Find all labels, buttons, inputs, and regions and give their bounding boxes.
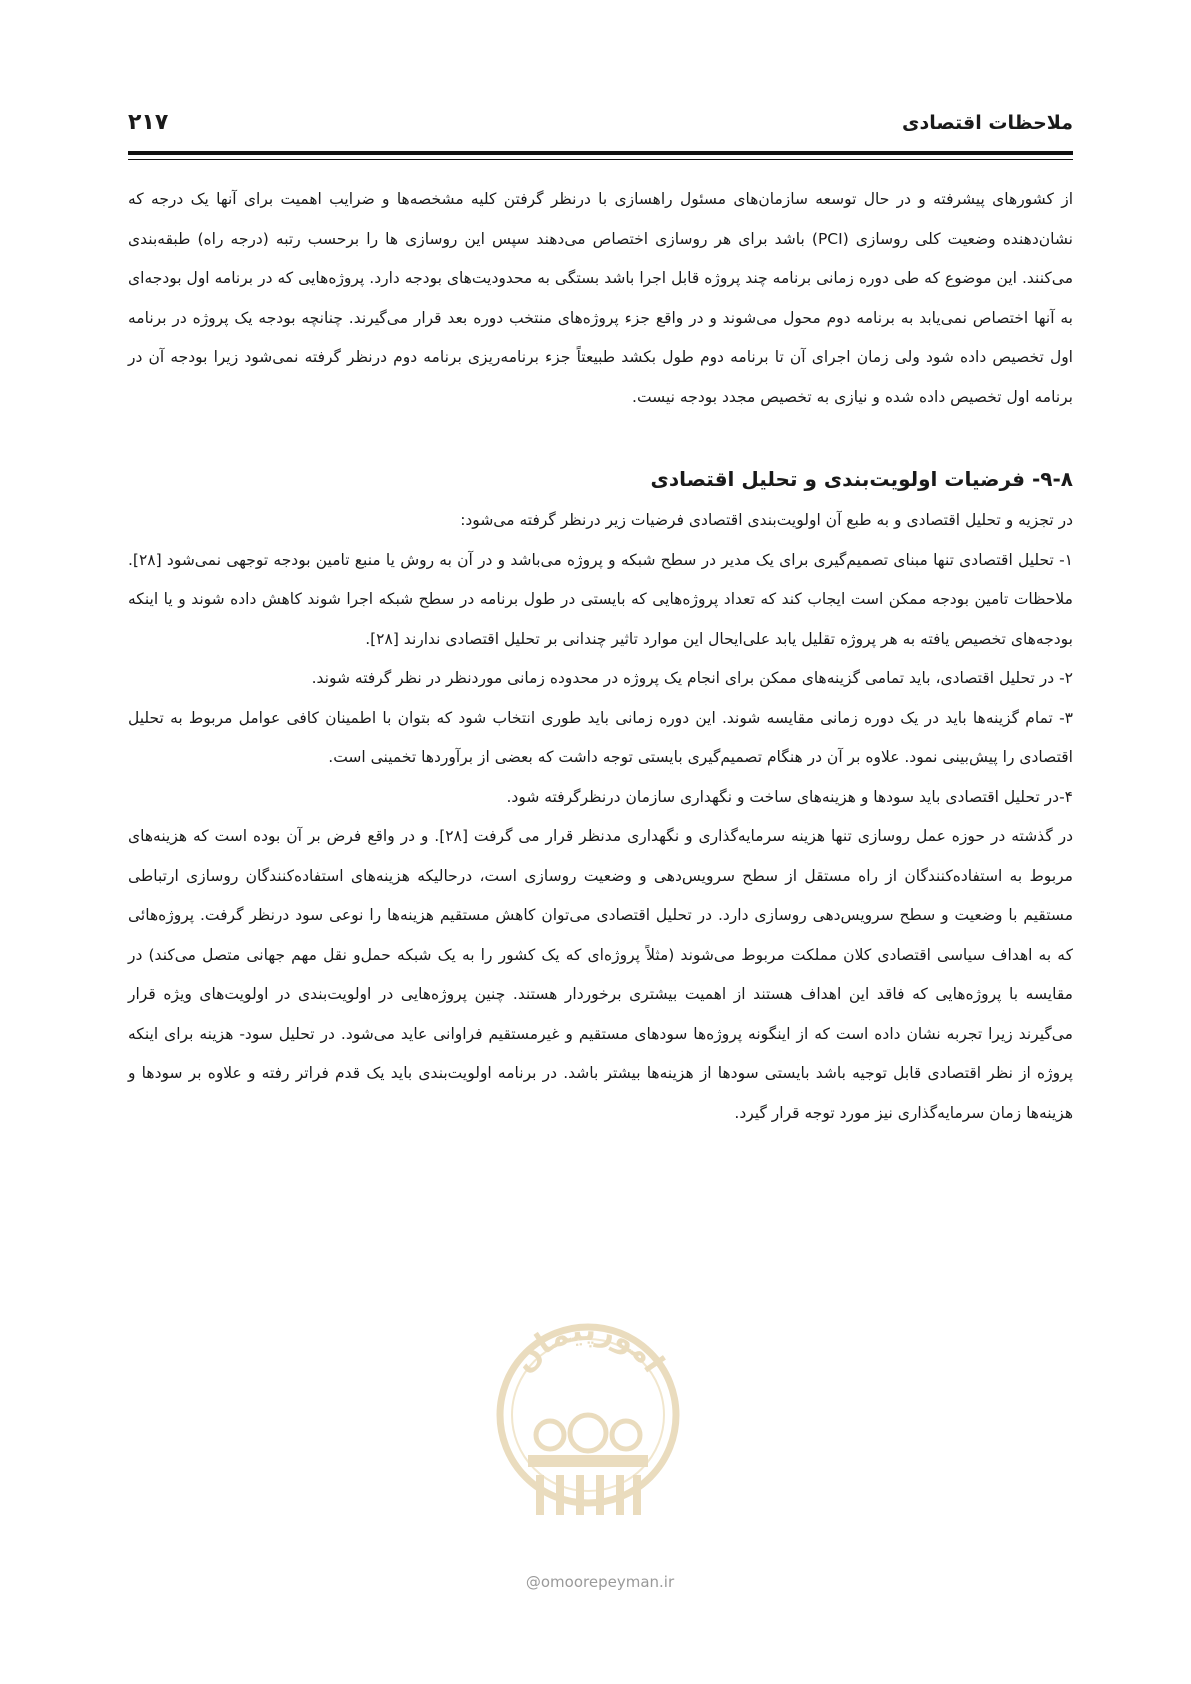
assumption-item-3: ۳- تمام گزینه‌ها باید در یک دوره زمانی مقایسه شوند. این دوره زمانی باید طوری انتخاب شود که بتوان با اطمینان کافی عوامل مربوط به تحلیل اقتصادی را پیش‌بینی نمود. علاوه بر آن در هنگام تصمیم‌گیری بایستی توجه داشت که بعضی از برآوردها تخمینی است. bbox=[128, 708, 1073, 766]
header-rule-thick bbox=[128, 151, 1073, 155]
assumption-item-4: ۴-در تحلیل اقتصادی باید سودها و هزینه‌های ساخت و نگهداری سازمان درنظرگرفته شود. bbox=[506, 787, 1073, 806]
section-heading: ۹-۸- فرضیات اولویت‌بندی و تحلیل اقتصادی bbox=[650, 467, 1073, 491]
running-title: ملاحظات اقتصادی bbox=[902, 112, 1073, 134]
page-body bbox=[128, 180, 1073, 1133]
watermark-logo-icon bbox=[488, 1305, 688, 1545]
watermark-site: @omoorepeyman.ir bbox=[525, 1573, 675, 1591]
watermark-logo-text: امورپیمان bbox=[506, 1312, 671, 1380]
page-header bbox=[128, 112, 1073, 142]
closing-paragraph: در گذشته در حوزه عمل روسازی تنها هزینه سرمایه‌گذاری و نگهداری مدنظر قرار می گرفت [۲۸]. و در واقع فرض بر آن بوده است که هزینه‌های مربوط به استفاده‌کنندگان از راه مستقل از سطح سرویس‌دهی و وضعیت روسازی است، درحالیکه هزینه‌های استفاده‌کنندگان روسازی ارتباطی مستقیم با وضعیت و سطح سرویس‌دهی روسازی دارد. در تحلیل اقتصادی می‌توان کاهش مستقیم هزینه‌ها را نوعی سود درنظر گرفت. پروژه‌هائی که به اهداف سیاسی اقتصادی کلان مملکت مربوط می‌شوند (مثلاً پروژه‌ای که یک کشور را به یک شبکه حمل‌و نقل مهم جهانی متصل می‌کند) در مقایسه با پروژه‌هایی که فاقد این اهداف هستند از اهمیت بیشتری برخوردار هستند. چنین پروژه‌هایی در اولویت‌بندی در اولویت‌های ویژه قرار می‌گیرند زیرا تجربه نشان داده است که از اینگونه پروژه‌ها سودهای مستقیم و غیرمستقیم فراوانی عاید می‌شود. در تحلیل سود- هزینه برای اینکه پروژه از نظر اقتصادی قابل توجیه باشد بایستی سودها از هزینه‌ها بیشتر باشد. در برنامه اولویت‌بندی باید یک قدم فراتر رفته و علاوه بر سودها و هزینه‌ها زمان سرمایه‌گذاری نیز مورد توجه قرار گیرد. bbox=[128, 827, 1073, 1122]
header-rule-thin bbox=[128, 159, 1073, 160]
assumption-item-2: ۲- در تحلیل اقتصادی، باید تمامی گزینه‌های ممکن برای انجام یک پروژه در محدوده زمانی موردنظر در نظر گرفته شوند. bbox=[311, 669, 1073, 687]
svg-text:امورپیمان bbox=[506, 1313, 671, 1379]
section-intro: در تجزیه و تحلیل اقتصادی و به طبع آن اولویت‌بندی اقتصادی فرضیات زیر درنظر گرفته می‌شود: bbox=[460, 511, 1073, 529]
page-number: ۲۱۷ bbox=[128, 110, 169, 135]
intro-paragraph: از کشورهای پیشرفته و در حال توسعه سازمان‌های مسئول راهسازی با درنظر گرفتن کلیه مشخصه‌ها و ضرایب اهمیت برای آنها یک درجه که نشان‌دهنده وضعیت کلی روسازی (PCI) باشد برای هر روسازی اختصاص می‌دهند سپس این روسازی ها را برحسب رتبه (درجه راه) طبقه‌بندی می‌کنند. این موضوع که طی دوره زمانی برنامه چند پروژه قابل اجرا باشد بستگی به محدودیت‌های بودجه دارد. پروژه‌هایی که در برنامه اول بودجه‌ای به آنها اختصاص نمی‌یابد به برنامه دوم محول می‌شوند و در واقع جزء پروژه‌های منتخب دوره بعد قرار می‌گیرند. چنانچه بودجه یک پروژه در برنامه اول تخصیص داده شود ولی زمان اجرای آن تا برنامه دوم طول بکشد طبیعتاً جزء برنامه‌ریزی برنامه دوم درنظر گرفته نمی‌شود زیرا بودجه آن در برنامه اول تخصیص داده شده و نیازی به تخصیص مجدد بودجه نیست. bbox=[128, 190, 1073, 406]
assumption-item-1: ۱- تحلیل اقتصادی تنها مبنای تصمیم‌گیری برای یک مدیر در سطح شبکه و پروژه می‌باشد و در آن به روش یا منبع تامین بودجه توجهی نمی‌شود [۲۸]. ملاحظات تامین بودجه ممکن است ایجاب کند که تعداد پروژه‌هایی که بایستی در طول برنامه در سطح شبکه اجرا شوند کاهش داده شوند و یا اینکه بودجه‌های تخصیص یافته به هر پروژه تقلیل یابد علی‌ایحال این موارد تاثیر چندانی بر تحلیل اقتصادی ندارند [۲۸]. bbox=[128, 550, 1073, 648]
